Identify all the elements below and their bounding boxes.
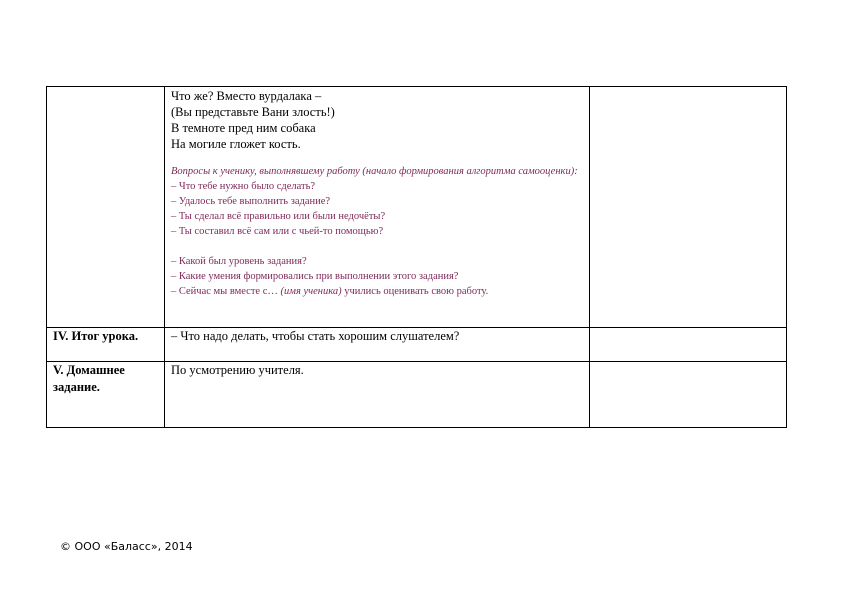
poem-line: В темноте пред ним собака (171, 121, 316, 135)
notes-cell (590, 362, 787, 428)
poem-line: (Вы представьте Вани злость!) (171, 105, 335, 119)
summary-question: – Что надо делать, чтобы стать хорошим слушателем? (171, 329, 460, 343)
poem-block (171, 87, 583, 152)
notes-cell (590, 87, 787, 328)
stage-cell (47, 362, 165, 428)
student-name-placeholder: (имя ученика) (280, 286, 342, 297)
poem-line: Что же? Вместо вурдалака – (171, 89, 322, 103)
question-line-last (171, 284, 583, 299)
spacer (171, 239, 583, 254)
content-cell (165, 87, 590, 328)
questions-intro: Вопросы к ученику, выполнявшему работу (начало формирования алгоритма самооценки): (171, 166, 578, 177)
poem-line: На могиле гложет кость. (171, 137, 301, 151)
stage-label: IV. Итог урока. (53, 329, 139, 343)
lesson-table (46, 86, 787, 428)
stage-cell (47, 87, 165, 328)
stage-cell (47, 328, 165, 362)
content-cell (165, 362, 590, 428)
table-row (47, 87, 787, 328)
question-line: – Ты составил всё сам или с чьей-то помощью? (171, 226, 384, 237)
stage-label: V. Домашнее задание. (53, 363, 125, 394)
question-line: – Какой был уровень задания? (171, 256, 307, 267)
table-row (47, 362, 787, 428)
question-suffix: учились оценивать свою работу. (341, 286, 489, 297)
question-line: – Ты сделал всё правильно или были недочёты? (171, 211, 386, 222)
content-cell (165, 328, 590, 362)
homework-text: По усмотрению учителя. (171, 363, 304, 377)
question-line: – Что тебе нужно было сделать? (171, 181, 316, 192)
self-assessment-questions (171, 164, 583, 299)
question-prefix: – Сейчас мы вместе с… (171, 286, 281, 297)
question-line: – Какие умения формировались при выполнении этого задания? (171, 271, 459, 282)
copyright-footer: © ООО «Баласс», 2014 (60, 540, 193, 553)
question-line: – Удалось тебе выполнить задание? (171, 196, 331, 207)
table-row (47, 328, 787, 362)
notes-cell (590, 328, 787, 362)
